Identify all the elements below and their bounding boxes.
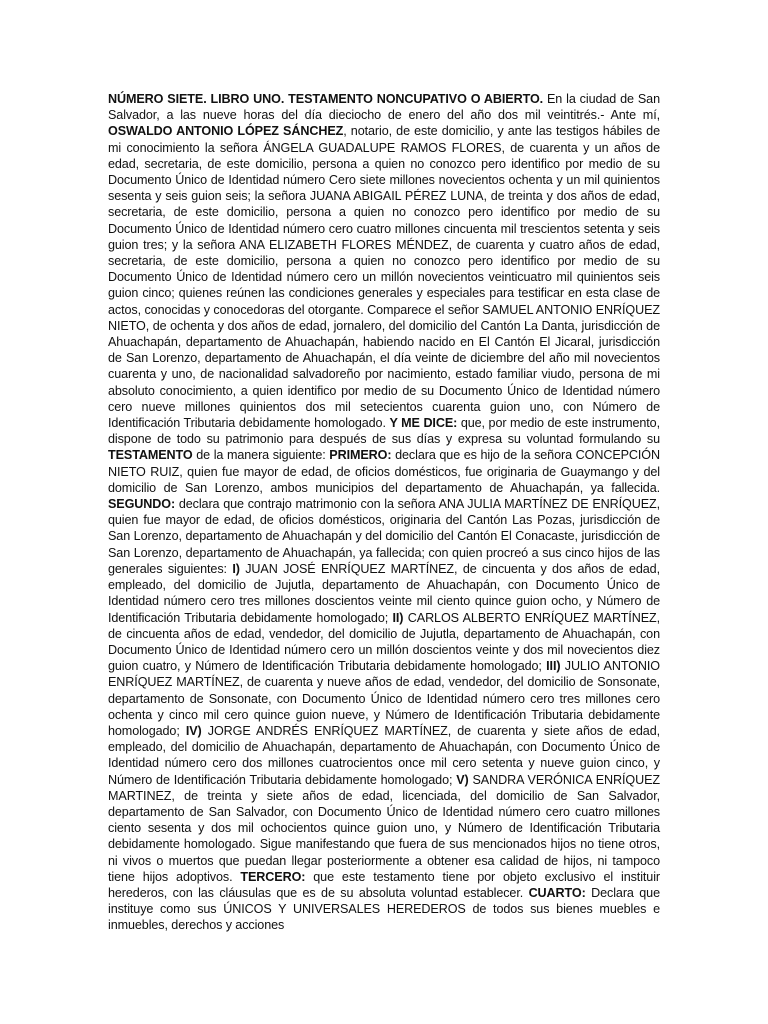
clause-tercero: TERCERO:	[240, 869, 306, 884]
text-run: de la manera siguiente:	[192, 448, 330, 463]
text-run: que, por medio de este instrumento, dispone de todo su patrimonio para después de sus días y expresa su voluntad formulando su	[108, 416, 660, 447]
child-marker-3: III)	[546, 659, 561, 674]
text-run: JULIO ANTONIO ENRÍQUEZ MARTÍNEZ, de cuarenta y nueve años de edad, vendedor, del domicilio de Sonsonate, departamento de Sonsonate, con Documento Único de Identidad número cero tres millones cero ochenta y cinco mil cero quince guion nueve, y Número de Identificación Tributaria debidamente homologado;	[108, 659, 660, 738]
bold-word-testamento: TESTAMENTO	[108, 448, 193, 463]
text-run: SANDRA VERÓNICA ENRÍQUEZ MARTINEZ, de treinta y siete años de edad, licenciada, del domicilio de San Salvador, departamento de San Salvador, con Documento Único de Identidad número cero cuatro millones ciento sesenta y dos mil ochocientos quince guion uno, y Número de Identificación Tributaria debidamente homologado. Sigue manifestando que fuera de sus mencionados hijos no tiene otros, ni vivos o muertos que puedan llegar posteriormente a obtener esa calidad de hijos, ni tampoco tiene hijos adoptivos.	[108, 772, 660, 884]
child-marker-2: II)	[392, 610, 404, 625]
child-marker-1: I)	[232, 561, 240, 576]
document-heading: NÚMERO SIETE. LIBRO UNO. TESTAMENTO NONCUPATIVO O ABIERTO.	[108, 92, 544, 106]
text-run: , notario, de este domicilio, y ante las testigos hábiles de mi conocimiento la señora ÁNGELA GUADALUPE RAMOS FLORES, de cuarenta y un años de edad, secretaria, de este domicilio, persona a quien no conozco pero identifico por medio de su Documento Único de Identidad número Cero siete millones novecientos ochenta y un mil quinientos sesenta y seis guion seis; la señora JUANA ABIGAIL PÉREZ LUNA, de treinta y dos años de edad, secretaria, de este domicilio, persona a quien no conozco pero identifico por medio de su Documento Único de Identidad número cero cuatro millones cincuenta mil trescientos setenta y seis guion tres; y la señora ANA ELIZABETH FLORES MÉNDEZ, de cuarenta y cuatro años de edad, secretaria, de este domicilio, persona a quien no conozco pero identifico por medio de su Documento Único de Identidad número cero un millón novecientos veinticuatro mil quinientos seis guion cinco; quienes reúnen las condiciones generales y especiales para testificar en esta clase de actos, conocidas y conocedoras del otorgante. Comparece el señor SAMUEL ANTONIO ENRÍQUEZ NIETO, de ochenta y dos años de edad, jornalero, del domicilio del Cantón La Danta, jurisdicción de Ahuachapán, departamento de Ahuachapán, habiendo nacido en El Cantón El Jicaral, jurisdicción de San Lorenzo, departamento de Ahuachapán, el día veinte de diciembre del año mil novecientos cuarenta y uno, de nacionalidad salvadoreño por nacimiento, estado familiar viudo, persona de mi absoluto conocimiento, a quien identifico por medio de su Documento Único de Identidad número cero nueve millones quinientos dos mil setecientos cuarenta guion uno, con Número de Identificación Tributaria debidamente homologado.	[108, 124, 660, 431]
text-run: CARLOS ALBERTO ENRÍQUEZ MARTÍNEZ, de cincuenta años de edad, vendedor, del domicilio de Jujutla, departamento de Ahuachapán, con Documento Único de Identidad número cero un millón doscientos veinte y dos mil novecientos diez guion cuatro, y Número de Identificación Tributaria debidamente homologado;	[108, 610, 660, 674]
notary-name: OSWALDO ANTONIO LÓPEZ SÁNCHEZ	[108, 124, 344, 139]
text-run: declara que es hijo de la señora CONCEPCIÓN NIETO RUIZ, quien fue mayor de edad, de oficios domésticos, fue originaria de Guaymango y del domicilio de San Lorenzo, ambos municipios del departamento de Ahuachapán, ya fallecida.	[108, 448, 661, 495]
text-run: JUAN JOSÉ ENRÍQUEZ MARTÍNEZ, de cincuenta y dos años de edad, empleado, del domicilio de Jujutla, departamento de Ahuachapán, con Documento Único de Identidad número cero tres millones doscientos veinte mil ciento quince guion ocho, y Número de Identificación Tributaria debidamente homologado;	[108, 561, 660, 625]
clause-segundo: SEGUNDO:	[108, 497, 176, 512]
child-marker-4: IV)	[185, 723, 202, 738]
text-run: declara que contrajo matrimonio con la señora ANA JULIA MARTÍNEZ DE ENRÍQUEZ, quien fue mayor de edad, de oficios domésticos, originaria del Cantón Las Pozas, jurisdicción de San Lorenzo, departamento de Ahuachapán y del domicilio del Cantón El Conacaste, jurisdicción de San Lorenzo, departamento de Ahuachapán, ya fallecida; con quien procreó a sus cinco hijos de las generales siguientes:	[108, 497, 660, 576]
child-marker-5: V)	[456, 772, 469, 787]
text-run: Declara que instituye como sus ÚNICOS Y UNIVERSALES HEREDEROS de todos sus bienes muebles e inmuebles, derechos y acciones	[108, 885, 660, 933]
text-run: JORGE ANDRÉS ENRÍQUEZ MARTÍNEZ, de cuarenta y siete años de edad, empleado, del domicilio de Ahuachapán, departamento de Ahuachapán, con Documento Único de Identidad número cero dos millones cuatrocientos once mil cero setenta y nueve guion cinco, y Número de Identificación Tributaria debidamente homologado;	[108, 723, 660, 787]
testament-body-text	[108, 91, 660, 934]
clause-cuarto: CUARTO:	[528, 885, 586, 900]
text-run: En la ciudad de San Salvador, a las nueve horas del día dieciocho de enero del año dos mil veintitrés.- Ante mí,	[108, 92, 660, 123]
text-run: que este testamento tiene por objeto exclusivo el instituir herederos, con las cláusulas que es de su absoluta voluntad establecer.	[108, 869, 660, 900]
clause-primero: PRIMERO:	[329, 448, 392, 463]
bold-phrase-y-me-dice: Y ME DICE:	[389, 416, 458, 431]
